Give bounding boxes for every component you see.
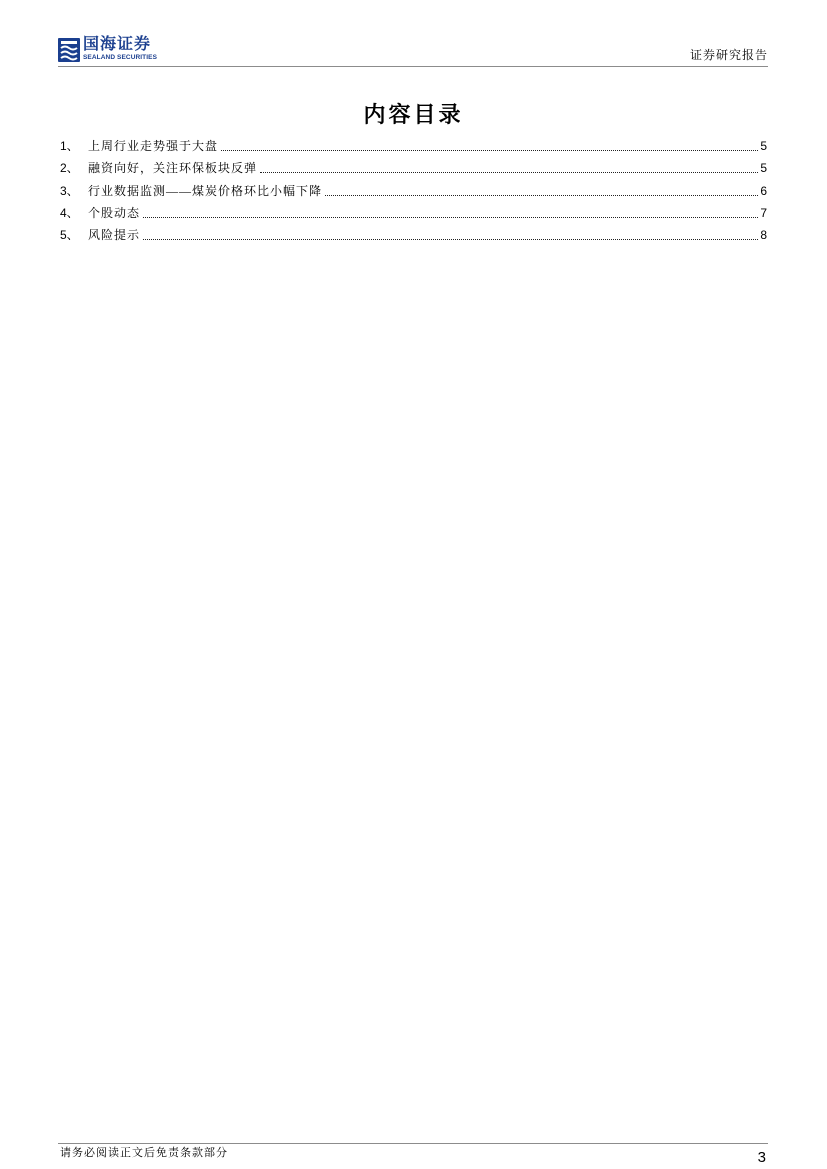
toc-title: 内容目录 (363, 102, 464, 127)
logo-name: 国海证券 (83, 36, 152, 53)
toc-entry-number: 4、 (60, 205, 79, 220)
toc-entry-4[interactable] (60, 202, 767, 224)
logo-subtitle: SEALAND SECURITIES (83, 54, 158, 61)
toc-entry-5[interactable] (60, 224, 767, 246)
toc-entry-number: 3、 (60, 183, 79, 198)
toc-entry-text: 行业数据监测——煤炭价格环比小幅下降 (88, 183, 323, 198)
footer-divider (58, 1143, 768, 1144)
toc-entry-text: 风险提示 (88, 228, 141, 243)
dot-leader (325, 180, 758, 196)
toc-entry-text: 上周行业走势强于大盘 (88, 139, 219, 153)
toc-entry-text: 个股动态 (88, 205, 141, 220)
toc-entry-2[interactable] (60, 157, 767, 179)
toc-entry-text: 融资向好，关注环保板块反弹 (88, 161, 258, 176)
header-divider (58, 66, 768, 67)
toc-entry-page: 5 (760, 139, 767, 153)
toc-entry-1[interactable] (60, 135, 767, 157)
dot-leader (221, 135, 758, 151)
toc-entry-number: 5、 (60, 228, 79, 243)
toc-entry-page: 5 (760, 161, 767, 176)
toc-entry-number: 1、 (60, 139, 79, 153)
report-type-label: 证券研究报告 (689, 48, 768, 62)
dot-leader (143, 224, 758, 240)
toc-entry-page: 7 (760, 205, 767, 220)
page-number: 3 (757, 1149, 766, 1166)
footer-disclaimer: 请务必阅读正文后免责条款部分 (60, 1147, 228, 1159)
toc-entry-page: 8 (760, 228, 767, 243)
toc-entry-3[interactable] (60, 180, 767, 202)
sealand-logo-icon (58, 38, 80, 62)
toc-entry-page: 6 (760, 183, 767, 198)
dot-leader (143, 202, 758, 218)
dot-leader (260, 157, 758, 173)
toc-list (60, 135, 767, 246)
toc-entry-number: 2、 (60, 161, 79, 176)
